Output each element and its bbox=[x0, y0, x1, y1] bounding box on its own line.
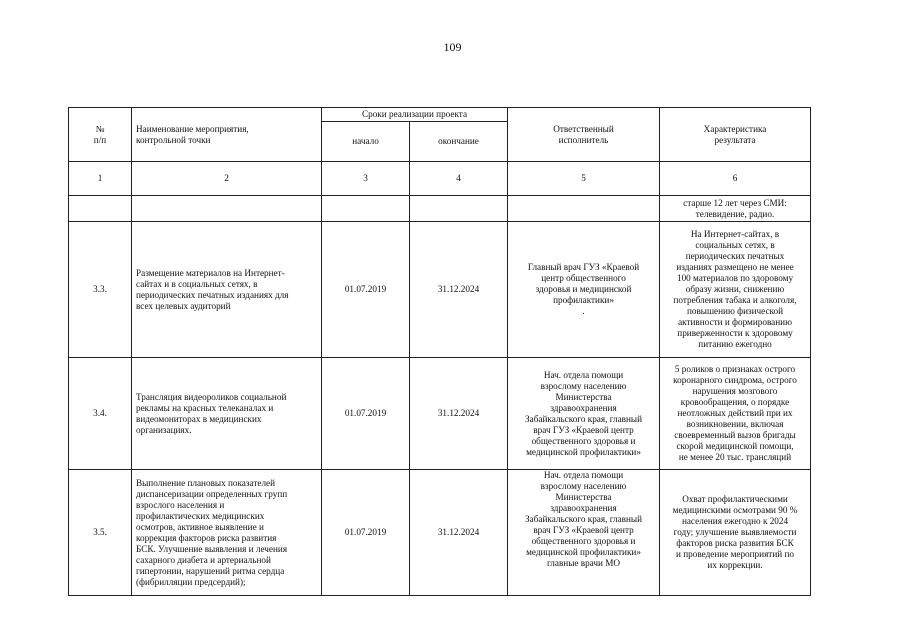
header-num: № п/п bbox=[69, 108, 132, 162]
col-number: 1 bbox=[69, 162, 132, 196]
header-name: Наименование мероприятия, контрольной точки bbox=[132, 108, 322, 162]
header-result: Характеристика результата bbox=[660, 108, 811, 162]
column-number-row bbox=[69, 162, 811, 196]
row-responsible: Нач. отдела помощи взрослому населению Министерства здравоохранения Забайкальского края, главный врач ГУЗ «Краевой центр общественного здоровья и медицинской профилактики» главные врачи МО bbox=[508, 470, 660, 596]
row-name: Выполнение плановых показателей диспансеризации определенных групп взрослого населения и профилактических медицинских осмотров, активное выявление и коррекция факторов риска развития БСК. Улучшение выявления и лечения сахарного диабета и артериальной гипертонии, нарушений ритма сердца (фибрилляции предсердий); bbox=[132, 470, 322, 596]
header-responsible: Ответственный исполнитель bbox=[508, 108, 660, 162]
col-number: 5 bbox=[508, 162, 660, 196]
row-name: Размещение материалов на Интернет- сайтах и в социальных сетях, в периодических печатных изданиях для всех целевых аудиторий bbox=[132, 222, 322, 358]
row-name: Трансляция видеороликов социальной рекламы на красных телеканалах и видеомониторах в медицинских организациях. bbox=[132, 358, 322, 470]
activities-table bbox=[68, 107, 811, 596]
col-number: 3 bbox=[322, 162, 410, 196]
header-start: начало bbox=[322, 122, 410, 162]
col-number: 6 bbox=[660, 162, 811, 196]
continuation-row bbox=[69, 196, 811, 222]
header-row bbox=[69, 108, 811, 122]
header-end: окончание bbox=[410, 122, 508, 162]
row-responsible: Нач. отдела помощи взрослому населению Министерства здравоохранения Забайкальского края, главный врач ГУЗ «Краевой центр общественного здоровья и медицинской профилактики» bbox=[508, 358, 660, 470]
row-start: 01.07.2019 bbox=[322, 222, 410, 358]
row-end: 31.12.2024 bbox=[410, 222, 508, 358]
row-num: 3.3. bbox=[69, 222, 132, 358]
table-row bbox=[69, 470, 811, 596]
row-end: 31.12.2024 bbox=[410, 358, 508, 470]
row-end: 31.12.2024 bbox=[410, 470, 508, 596]
row-responsible: Главный врач ГУЗ «Краевой центр общественного здоровья и медицинской профилактики» . bbox=[508, 222, 660, 358]
col-number: 2 bbox=[132, 162, 322, 196]
row-result: 5 роликов о признаках острого коронарного синдрома, острого нарушения мозгового кровообращения, о порядке неотложных действий при их возникновении, включая своевременный вызов бригады скорой медицинской помощи, не менее 20 тыс. трансляций bbox=[660, 358, 811, 470]
table-row bbox=[69, 222, 811, 358]
row-result: Охват профилактическими медицинскими осмотрами 90 % населения ежегодно к 2024 году; улучшение выявляемости факторов риска развития БСК и проведение мероприятий по их коррекции. bbox=[660, 470, 811, 596]
page-number: 109 bbox=[443, 40, 462, 54]
row-num: 3.4. bbox=[69, 358, 132, 470]
header-period: Сроки реализации проекта bbox=[322, 108, 508, 122]
row-start: 01.07.2019 bbox=[322, 358, 410, 470]
continuation-result: старше 12 лет через СМИ: телевидение, радио. bbox=[660, 196, 811, 222]
col-number: 4 bbox=[410, 162, 508, 196]
row-result: На Интернет-сайтах, в социальных сетях, в периодических печатных изданиях размещено не менее 100 материалов по здоровому образу жизни, снижению потребления табака и алкоголя, повышению физической активности и формированию приверженности к здоровому питанию ежегодно bbox=[660, 222, 811, 358]
row-num: 3.5. bbox=[69, 470, 132, 596]
row-start: 01.07.2019 bbox=[322, 470, 410, 596]
table-row bbox=[69, 358, 811, 470]
